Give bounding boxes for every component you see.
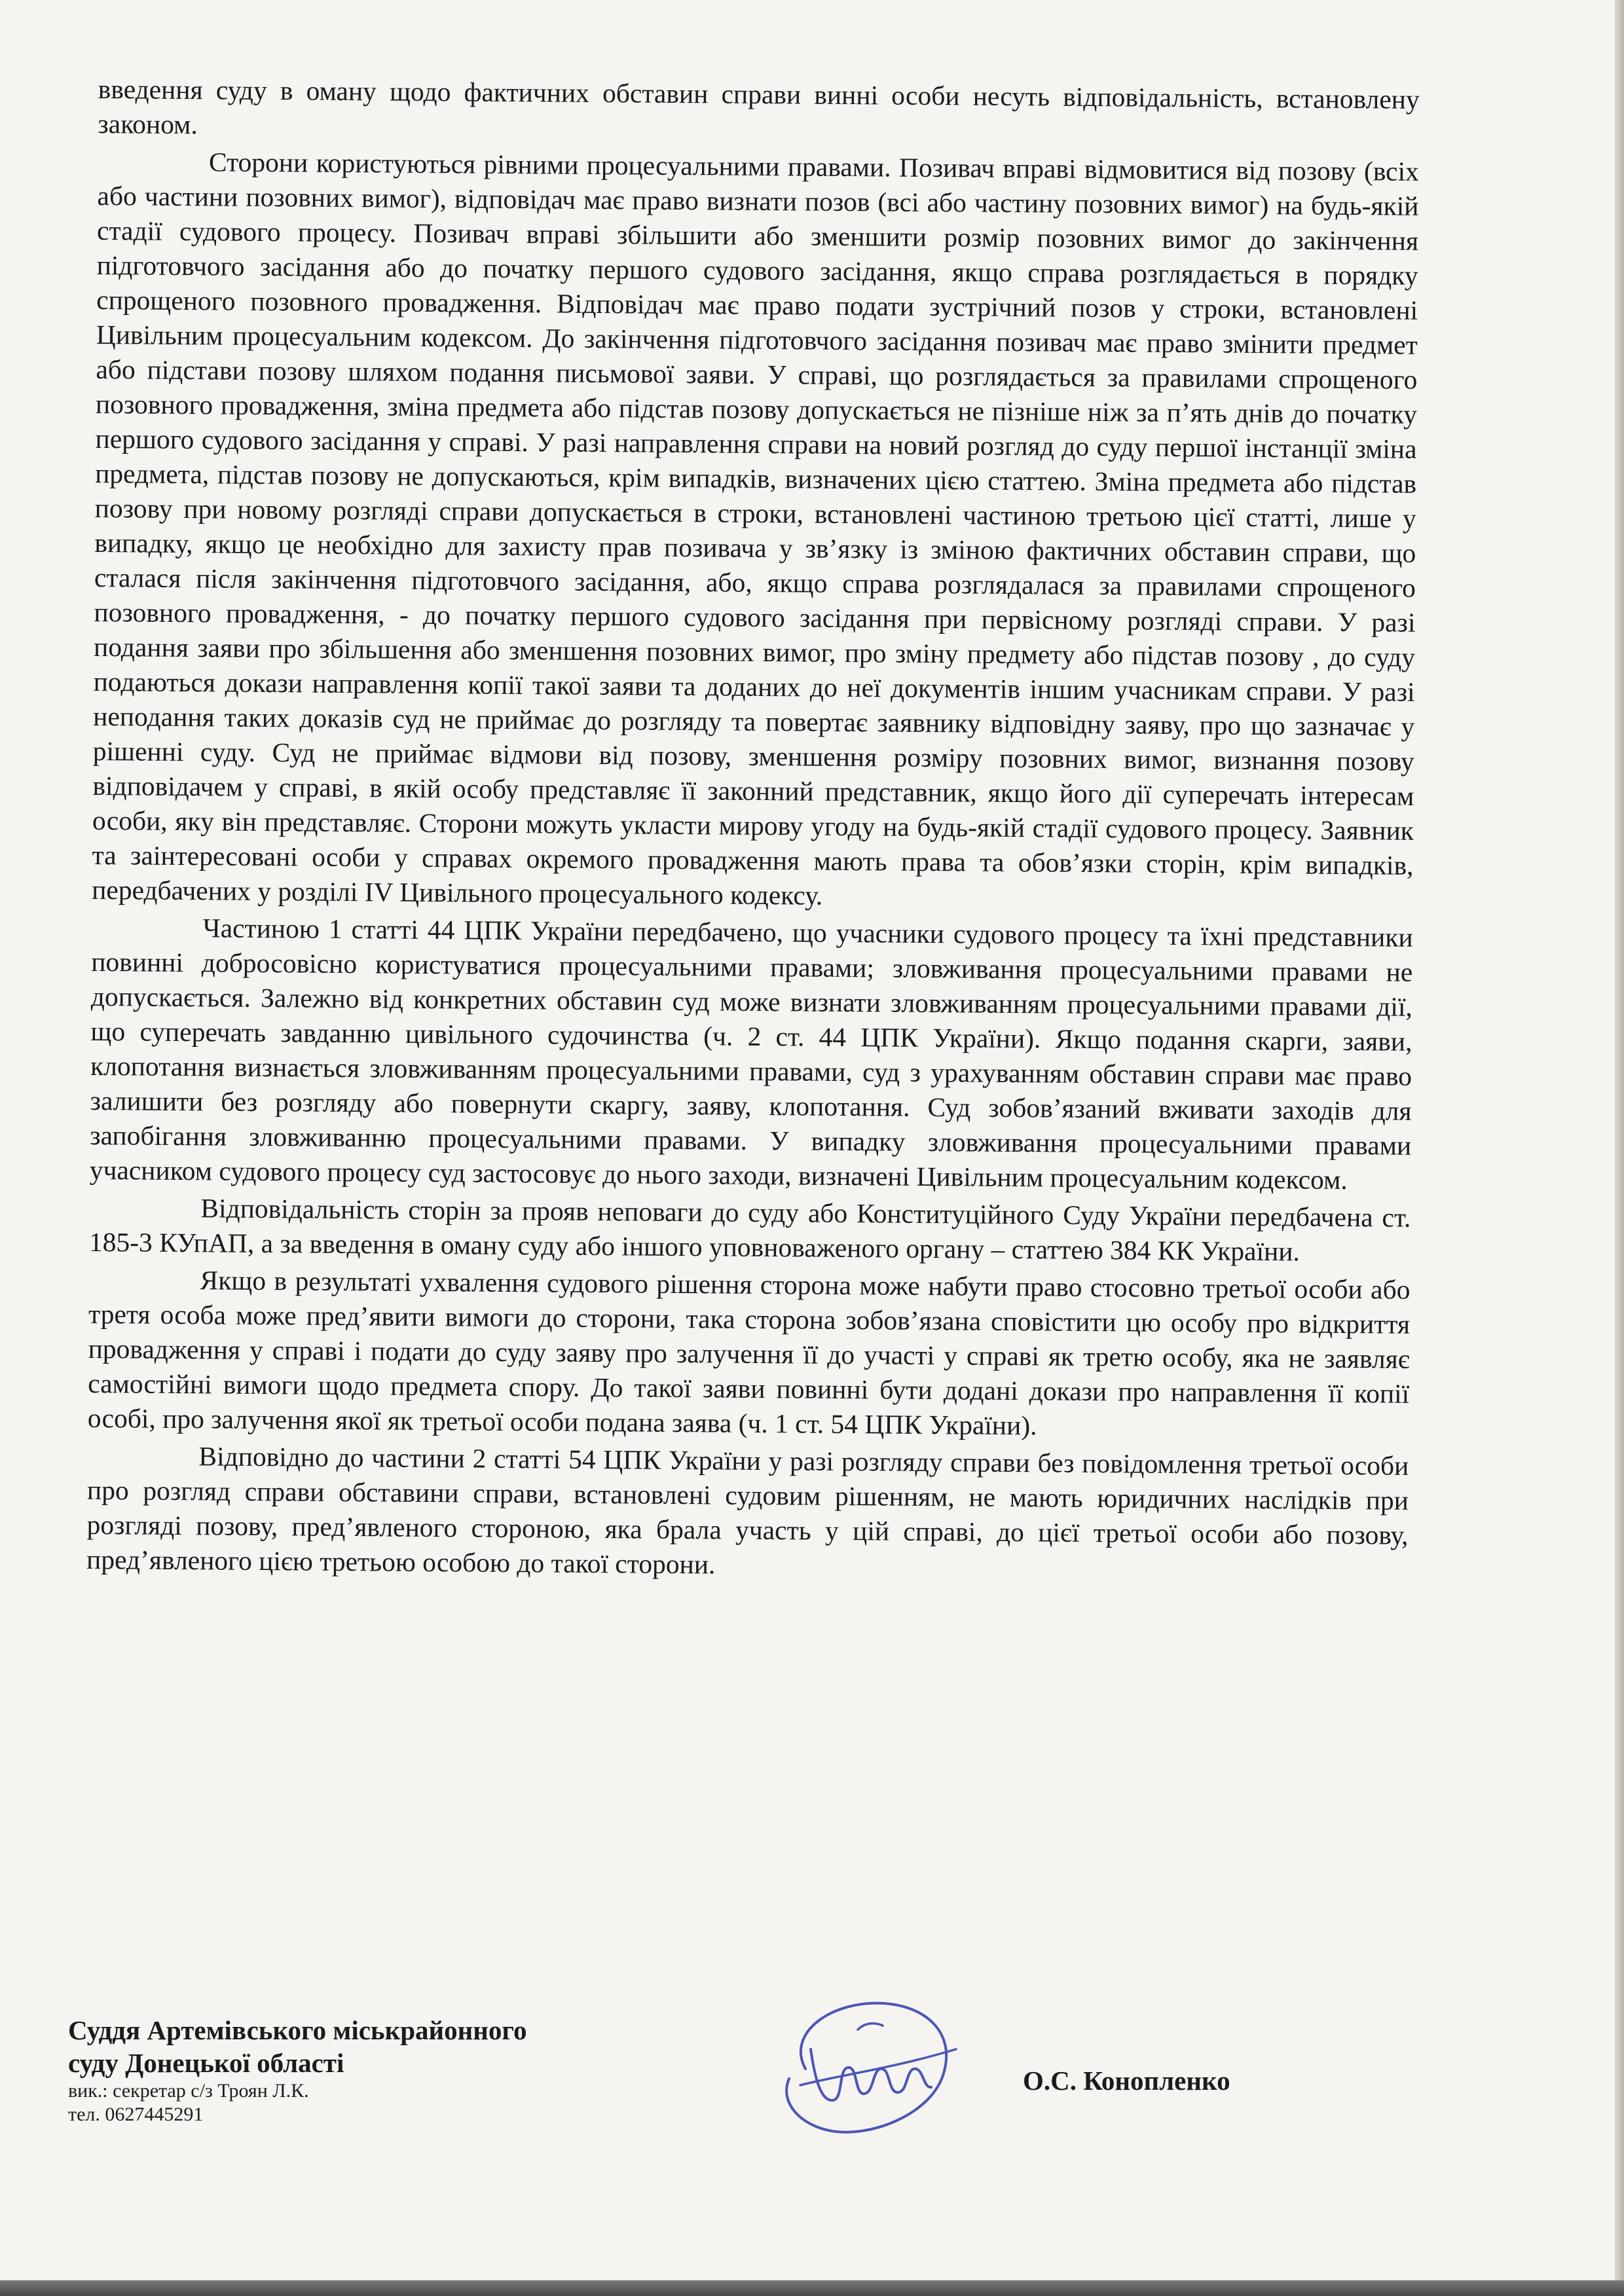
phone-line: тел. 0627445291 xyxy=(68,2104,204,2125)
paragraph-6: Відповідно до частини 2 статті 54 ЦПК України у разі розгляду справи без повідомлення третьої особи про розгляд справи обставини справи, встановлені судовим рішенням, не мають юридичних наслідків при розгляді позову, пред’явленого стороною, яка брала участь у цій справі, до цієї третьої особи або позову, пред’явленого цією третьою особою до такої сторони. xyxy=(86,1441,1409,1580)
paragraph-3: Частиною 1 статті 44 ЦПК України передбачено, що учасники судового процесу та їхні представники повинні добросовісно користуватися процесуальними правами; зловживання процесуальними правами не допускається. Залежно від конкретних обставин суд може визнати зловживанням процесуальними правами дії, що суперечать завданню цивільного судочинства (ч. 2 ст. 44 ЦПК України). Якщо подання скарги, заяви, клопотання визнається зловживанням процесуальними правами, суд з урахуванням обставин справи має право залишити без розгляду або повернути скаргу, заяву, клопотання. Суд зобов’язаний вживати заходів для запобігання зловживанню процесуальними правами. У випадку зловживання процесуальними правами учасником судового процесу суд застосовує до нього заходи, визначені Цивільним процесуальним кодексом. xyxy=(89,913,1413,1195)
scan-edge-right xyxy=(1615,0,1624,2296)
judge-title-line-1: Суддя Артемівського міськрайонного xyxy=(68,2015,527,2045)
paragraph-2: Сторони користуються рівними процесуальними правами. Позивач вправі відмовитися від позову (всіх або частини позовних вимог), відповідач має право визнати позов (всі або частину позовних вимог) на будь-якій стадії судового процесу. Позивач вправі збільшити або зменшити розмір позовних вимог до закінчення підготовчого засідання або до початку першого судового засідання, якщо справа розглядається в порядку спрощеного позовного провадження. Відповідач має право подати зустрічний позов у строки, встановлені Цивільним процесуальним кодексом. До закінчення підготовчого засідання позивач має право змінити предмет або підстави позову шляхом подання письмової заяви. У справі, що розглядається за правилами спрощеного позовного провадження, зміна предмета або підстав позову допускається не пізніше ніж за п’ять днів до початку першого судового засідання у справі. У разі направлення справи на новий розгляд до суду першої інстанції зміна предмета, підстав позову не допускаються, крім випадків, визначених цією статтею. Зміна предмета або підстав позову при новому розгляді справи допускається в строки, встановлені частиною третьою цієї статті, лише у випадку, якщо це необхідно для захисту прав позивача у зв’язку із зміною фактичних обставин справи, що сталася після закінчення підготовчого засідання, або, якщо справа розглядалася за правилами спрощеного позовного провадження, - до початку першого судового засідання при первісному розгляді справи. У разі подання заяви про збільшення або зменшення позовних вимог, про зміну предмету або підстав позову , до суду подаються докази направлення копії такої заяви та доданих до неї документів іншим учасникам справи. У разі неподання таких доказів суд не приймає до розгляду та повертає заявнику відповідну заяву, про що зазначає у рішенні суду. Суд не приймає відмови від позову, зменшення розміру позовних вимог, визнання позову відповідачем у справі, в якій особу представляє її законний представник, якщо його дії суперечать інтересам особи, яку він представляє. Сторони можуть укласти мирову угоду на будь-якій стадії судового процесу. Заявник та заінтересовані особи у справах окремого провадження мають права та обов’язки сторін, крім випадків, передбачених у розділі IV Цивільного процесуального кодексу. xyxy=(92,147,1420,911)
document-body xyxy=(86,72,1420,1590)
paragraph-4: Відповідальність сторін за прояв неповаги до суду або Конституційного Суду України передбачена ст. 185-3 КУпАП, а за введення в оману суду або іншого уповноваженого органу – статтею 384 КК України. xyxy=(88,1193,1411,1267)
paragraph-1: введення суду в оману щодо фактичних обставин справи винні особи несуть відповідальність, встановлену законом. xyxy=(98,73,1420,140)
judge-title-line-2: суду Донецької області xyxy=(68,2048,344,2078)
signature-block xyxy=(68,2014,526,2126)
judge-name: О.С. Конопленко xyxy=(1023,2066,1230,2096)
handwritten-signature xyxy=(760,1971,976,2147)
executor-line: вик.: секретар с/з Троян Л.К. xyxy=(68,2080,309,2102)
paragraph-5: Якщо в результаті ухвалення судового рішення сторона може набути право стосовно третьої особи або третя особа може пред’явити вимоги до сторони, така сторона зобов’язана сповістити цю особу про відкриття провадження у справі і подати до суду заяву про залучення її до участі у справі як третю особу, яка не заявляє самостійні вимоги щодо предмета спору. До такої заяви повинні бути додані докази про направлення її копії особі, про залучення якої як третьої особи подана заява (ч. 1 ст. 54 ЦПК України). xyxy=(87,1265,1411,1441)
scan-edge-bottom xyxy=(0,2280,1624,2296)
